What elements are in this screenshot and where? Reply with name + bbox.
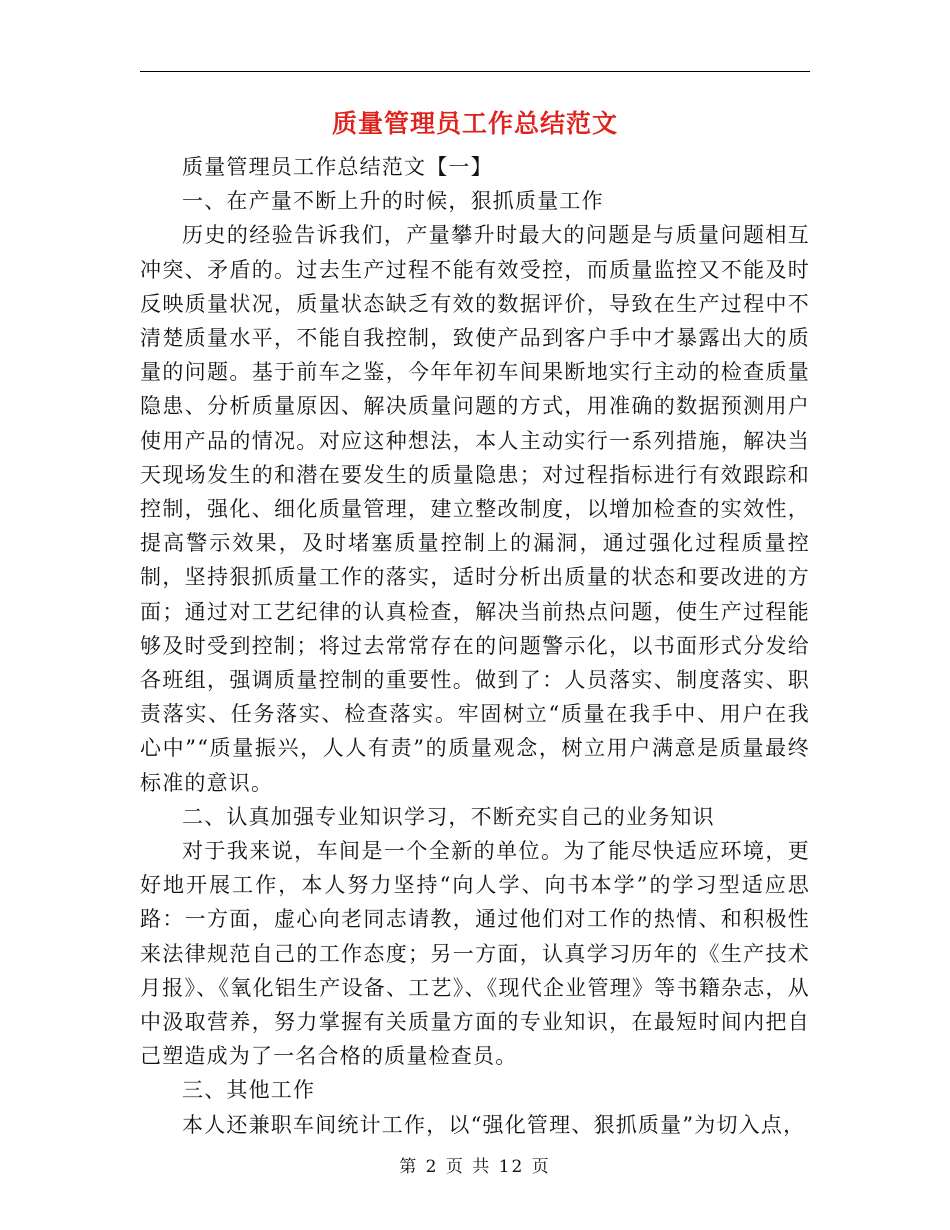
subheading: 一、在产量不断上升的时候，狠抓质量工作 (182, 189, 604, 214)
body-paragraph: 对于我来说，车间是一个全新的单位。为了能尽快适应环境，更好地开展工作，本人努力坚持“向人学、向书本学”的学习型适应思路：一方面，虚心向老同志请教，通过他们对工作的热情、和积极性来法律规范自己的工作态度；另一方面，认真学习历年的《生产技术月报》、《氧化铝生产设备、工艺》、《现代企业管理》等书籍杂志，从中汲取营养，努力掌握有关质量方面的专业知识，在最短时间内把自己塑造成为了一名合格的质量检查员。 (140, 839, 810, 1069)
document-title: 质量管理员工作总结范文 (331, 109, 618, 138)
section-heading: 质量管理员工作总结范文【一】 (182, 155, 493, 179)
header-rule (140, 71, 810, 72)
document-body (140, 150, 810, 1142)
page-number-footer: 第 2 页 共 12 页 (399, 1157, 551, 1177)
subheading: 二、认真加强专业知识学习，不断充实自己的业务知识 (182, 804, 715, 829)
body-paragraph: 本人还兼职车间统计工作，以“强化管理、狠抓质量”为切入点， (182, 1112, 806, 1137)
body-paragraph: 历史的经验告诉我们，产量攀升时最大的问题是与质量问题相互冲突、矛盾的。过去生产过程不能有效受控，而质量监控又不能及时反映质量状况，质量状态缺乏有效的数据评价，导致在生产过程中不清楚质量水平，不能自我控制，致使产品到客户手中才暴露出大的质量的问题。基于前车之鉴，今年年初车间果断地实行主动的检查质量隐患、分析质量原因、解决质量问题的方式，用准确的数据预测用户使用产品的情况。对应这种想法，本人主动实行一系列措施，解决当天现场发生的和潜在要发生的质量隐患；对过程指标进行有效跟踪和控制，强化、细化质量管理，建立整改制度，以增加检查的实效性，提高警示效果，及时堵塞质量控制上的漏洞，通过强化过程质量控制，坚持狠抓质量工作的落实，适时分析出质量的状态和要改进的方面；通过对工艺纪律的认真检查，解决当前热点问题，使生产过程能够及时受到控制；将过去常常存在的问题警示化，以书面形式分发给各班组，强调质量控制的重要性。做到了：人员落实、制度落实、职责落实、任务落实、检查落实。牢固树立“质量在我手中、用户在我心中”“质量振兴，人人有责”的质量观念，树立用户满意是质量最终标准的意识。 (140, 223, 810, 795)
subheading: 三、其他工作 (182, 1078, 316, 1103)
